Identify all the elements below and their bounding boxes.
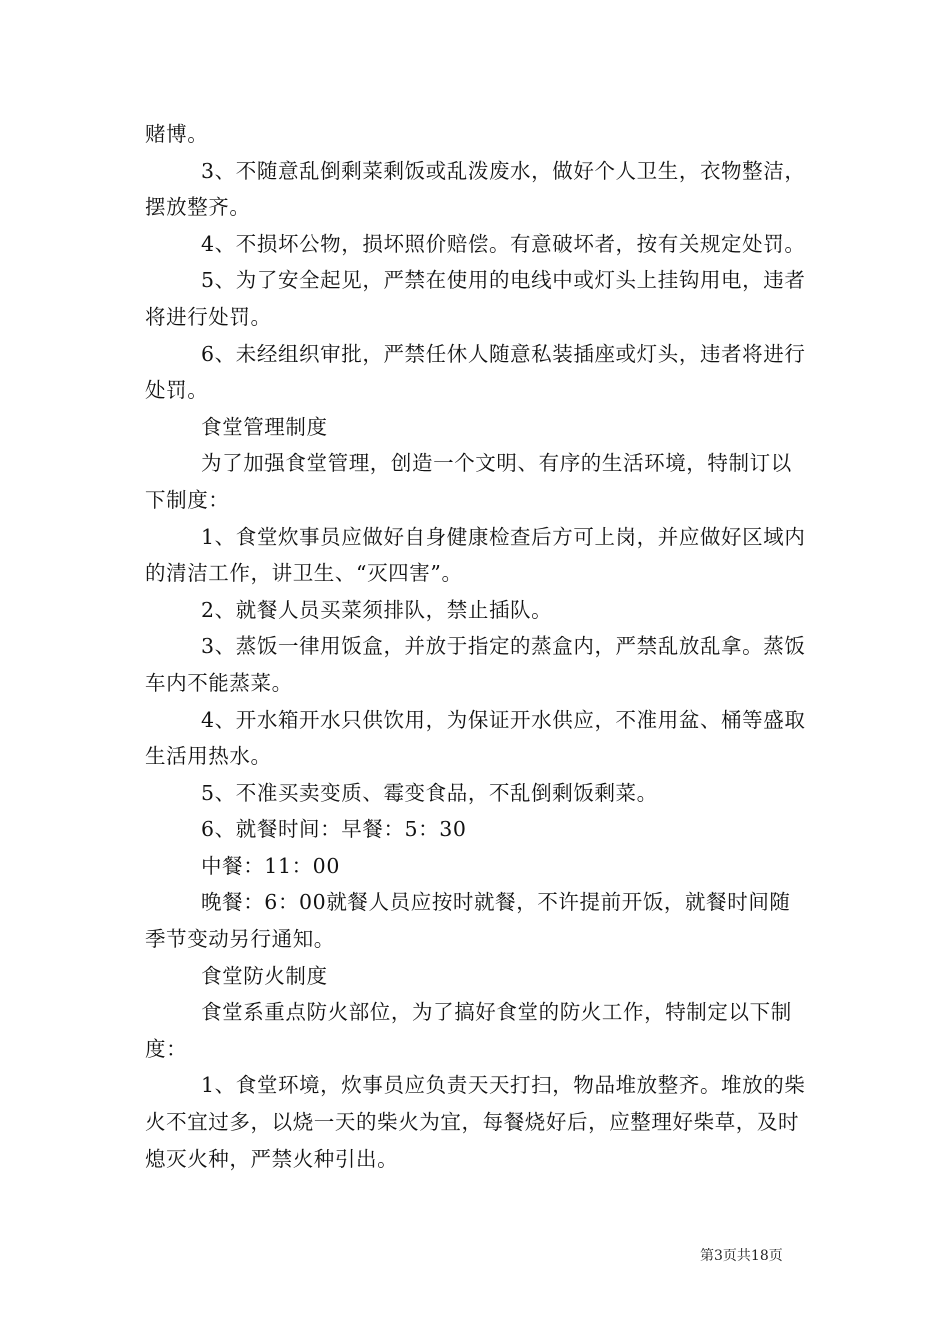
- paragraph-canteen-rule-2: 2、就餐人员买菜须排队，禁止插队。: [201, 597, 553, 622]
- paragraph-canteen-rule-4: 4、开水箱开水只供饮用，为保证开水供应，不准用盆、桶等盛取生活用热水。: [145, 707, 806, 769]
- section-title-canteen-management: 食堂管理制度: [201, 414, 328, 439]
- paragraph-rule-3: 3、不随意乱倒剩菜剩饭或乱泼废水，做好个人卫生，衣物整洁，摆放整齐。: [145, 158, 806, 220]
- paragraph-lunch-time: 中餐：11：00: [201, 853, 340, 878]
- paragraph-rule-4: 4、不损坏公物，损坏照价赔偿。有意破坏者，按有关规定处罚。: [201, 231, 806, 256]
- paragraph-continuation: 赌博。: [145, 122, 209, 146]
- paragraph-canteen-rule-1: 1、食堂炊事员应做好自身健康检查后方可上岗，并应做好区域内的清洁工作，讲卫生、“灭四害”。: [145, 524, 806, 586]
- paragraph-canteen-rule-5: 5、不准买卖变质、霉变食品，不乱倒剩饭剩菜。: [201, 780, 658, 805]
- paragraph-canteen-rule-6: 6、就餐时间：早餐：5：30: [201, 817, 467, 842]
- paragraph-fire-rule-1: 1、食堂环境，炊事员应负责天天打扫，物品堆放整齐。堆放的柴火不宜过多，以烧一天的柴火为宜，每餐烧好后，应整理好柴草，及时熄灭火种，严禁火种引出。: [145, 1073, 806, 1171]
- paragraph-canteen-rule-3: 3、蒸饭一律用饭盒，并放于指定的蒸盒内，严禁乱放乱拿。蒸饭车内不能蒸菜。: [145, 634, 806, 695]
- page-number-footer: 第3页共18页: [700, 1248, 783, 1264]
- paragraph-canteen-intro: 为了加强食堂管理，创造一个文明、有序的生活环境，特制订以下制度：: [145, 451, 792, 512]
- section-title-canteen-fire-safety: 食堂防火制度: [201, 963, 328, 988]
- paragraph-fire-intro: 食堂系重点防火部位，为了搞好食堂的防火工作，特制定以下制度：: [145, 1000, 792, 1061]
- body-text: [145, 116, 809, 1177]
- paragraph-rule-5: 5、为了安全起见，严禁在使用的电线中或灯头上挂钩用电，违者将进行处罚。: [145, 268, 806, 329]
- paragraph-dinner-time: 晚餐：6：00就餐人员应按时就餐，不许提前开饭，就餐时间随季节变动另行通知。: [145, 890, 791, 952]
- paragraph-rule-6: 6、未经组织审批，严禁任休人随意私装插座或灯头，违者将进行处罚。: [145, 341, 806, 403]
